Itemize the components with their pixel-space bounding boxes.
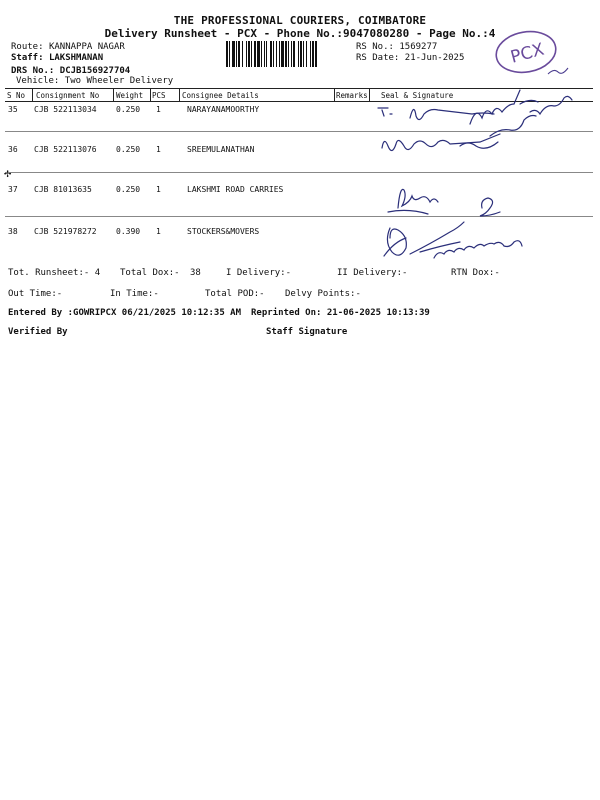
cell-consignment: CJB 521978272 (34, 227, 97, 236)
cell-weight: 0.250 (116, 105, 141, 114)
total-dox-label: Total Dox:- (120, 268, 180, 278)
col-pcs: PCS (152, 91, 166, 100)
rs-no-label: RS No.: (356, 42, 394, 52)
cell-weight: 0.250 (116, 185, 141, 194)
col-seal: Seal & Signature (381, 91, 454, 100)
route-label: Route: (11, 42, 44, 52)
total-pod-label: Total POD:- (205, 289, 265, 299)
out-time-label: Out Time:- (8, 289, 63, 299)
vehicle-line (16, 76, 173, 86)
company-title: THE PROFESSIONAL COURIERS, COIMBATORE (173, 14, 427, 27)
drs-value: DCJB156927704 (59, 66, 131, 76)
cell-pcs: 1 (156, 145, 161, 154)
barcode (226, 41, 350, 67)
cell-sno: 38 (8, 227, 18, 236)
cell-pcs: 1 (156, 227, 161, 236)
cell-consignment: CJB 81013635 (34, 185, 92, 194)
col-remarks: Remarks (336, 91, 368, 100)
cell-sno: 35 (8, 105, 18, 114)
rs-no-line (356, 42, 437, 52)
cell-consignee: LAKSHMI ROAD CARRIES (187, 185, 284, 194)
in-time-label: In Time:- (110, 289, 159, 299)
entered-by: Entered By :GOWRIPCX 06/21/2025 10:12:35 AM (8, 308, 241, 318)
route-value: KANNAPPA NAGAR (48, 42, 125, 52)
col-consignment: Consignment No (36, 91, 100, 100)
vehicle-label: Vehicle: (16, 76, 60, 86)
staff-value: LAKSHMANAN (48, 53, 104, 63)
route-line (11, 42, 125, 52)
cell-sno: 37 (8, 185, 18, 194)
cell-sno: 36 (8, 145, 18, 154)
col-sno: S No (7, 91, 26, 100)
staff-line (11, 53, 103, 63)
cell-consignment: CJB 522113076 (34, 145, 97, 154)
cell-consignee: STOCKERS&MOVERS (187, 227, 260, 236)
vehicle-value: Two Wheeler Delivery (64, 76, 174, 86)
total-dox-value: 38 (190, 268, 201, 278)
pcx-stamp (486, 28, 570, 82)
cell-weight: 0.250 (116, 145, 141, 154)
rs-date-line (356, 53, 464, 63)
staff-label: Staff: (11, 53, 44, 63)
rtn-dox-label: RTN Dox:- (451, 268, 500, 278)
cell-consignee: NARAYANAMOORTHY (187, 105, 260, 114)
runsheet-subtitle: Delivery Runsheet - PCX - Phone No.:9047080280 - Page No.:4 (104, 27, 496, 40)
handwritten-signatures (360, 84, 590, 274)
margin-mark: ✢ (4, 166, 12, 180)
cell-consignment: CJB 522113034 (34, 105, 97, 114)
drs-label: DRS No.: (11, 66, 55, 76)
rs-date-value: 21-Jun-2025 (404, 53, 465, 63)
stamp-text: PCX (508, 39, 547, 68)
drs-line (11, 66, 130, 76)
rs-date-label: RS Date: (356, 53, 400, 63)
rs-no-value: 1569277 (399, 42, 438, 52)
cell-pcs: 1 (156, 105, 161, 114)
cell-consignee: SREEMULANATHAN (187, 145, 255, 154)
i-delivery-label: I Delivery:- (226, 268, 292, 278)
total-runsheet: Tot. Runsheet:- 4 (8, 268, 101, 278)
col-consignee: Consignee Details (182, 91, 259, 100)
ii-delivery-label: II Delivery:- (337, 268, 408, 278)
reprinted-on: Reprinted On: 21-06-2025 10:13:39 (251, 308, 430, 318)
delvy-points-label: Delvy Points:- (285, 289, 361, 299)
col-weight: Weight (116, 91, 144, 100)
verified-by: Verified By (8, 327, 68, 337)
cell-pcs: 1 (156, 185, 161, 194)
cell-weight: 0.390 (116, 227, 141, 236)
barcode-bar (317, 41, 318, 67)
staff-signature: Staff Signature (266, 327, 348, 337)
